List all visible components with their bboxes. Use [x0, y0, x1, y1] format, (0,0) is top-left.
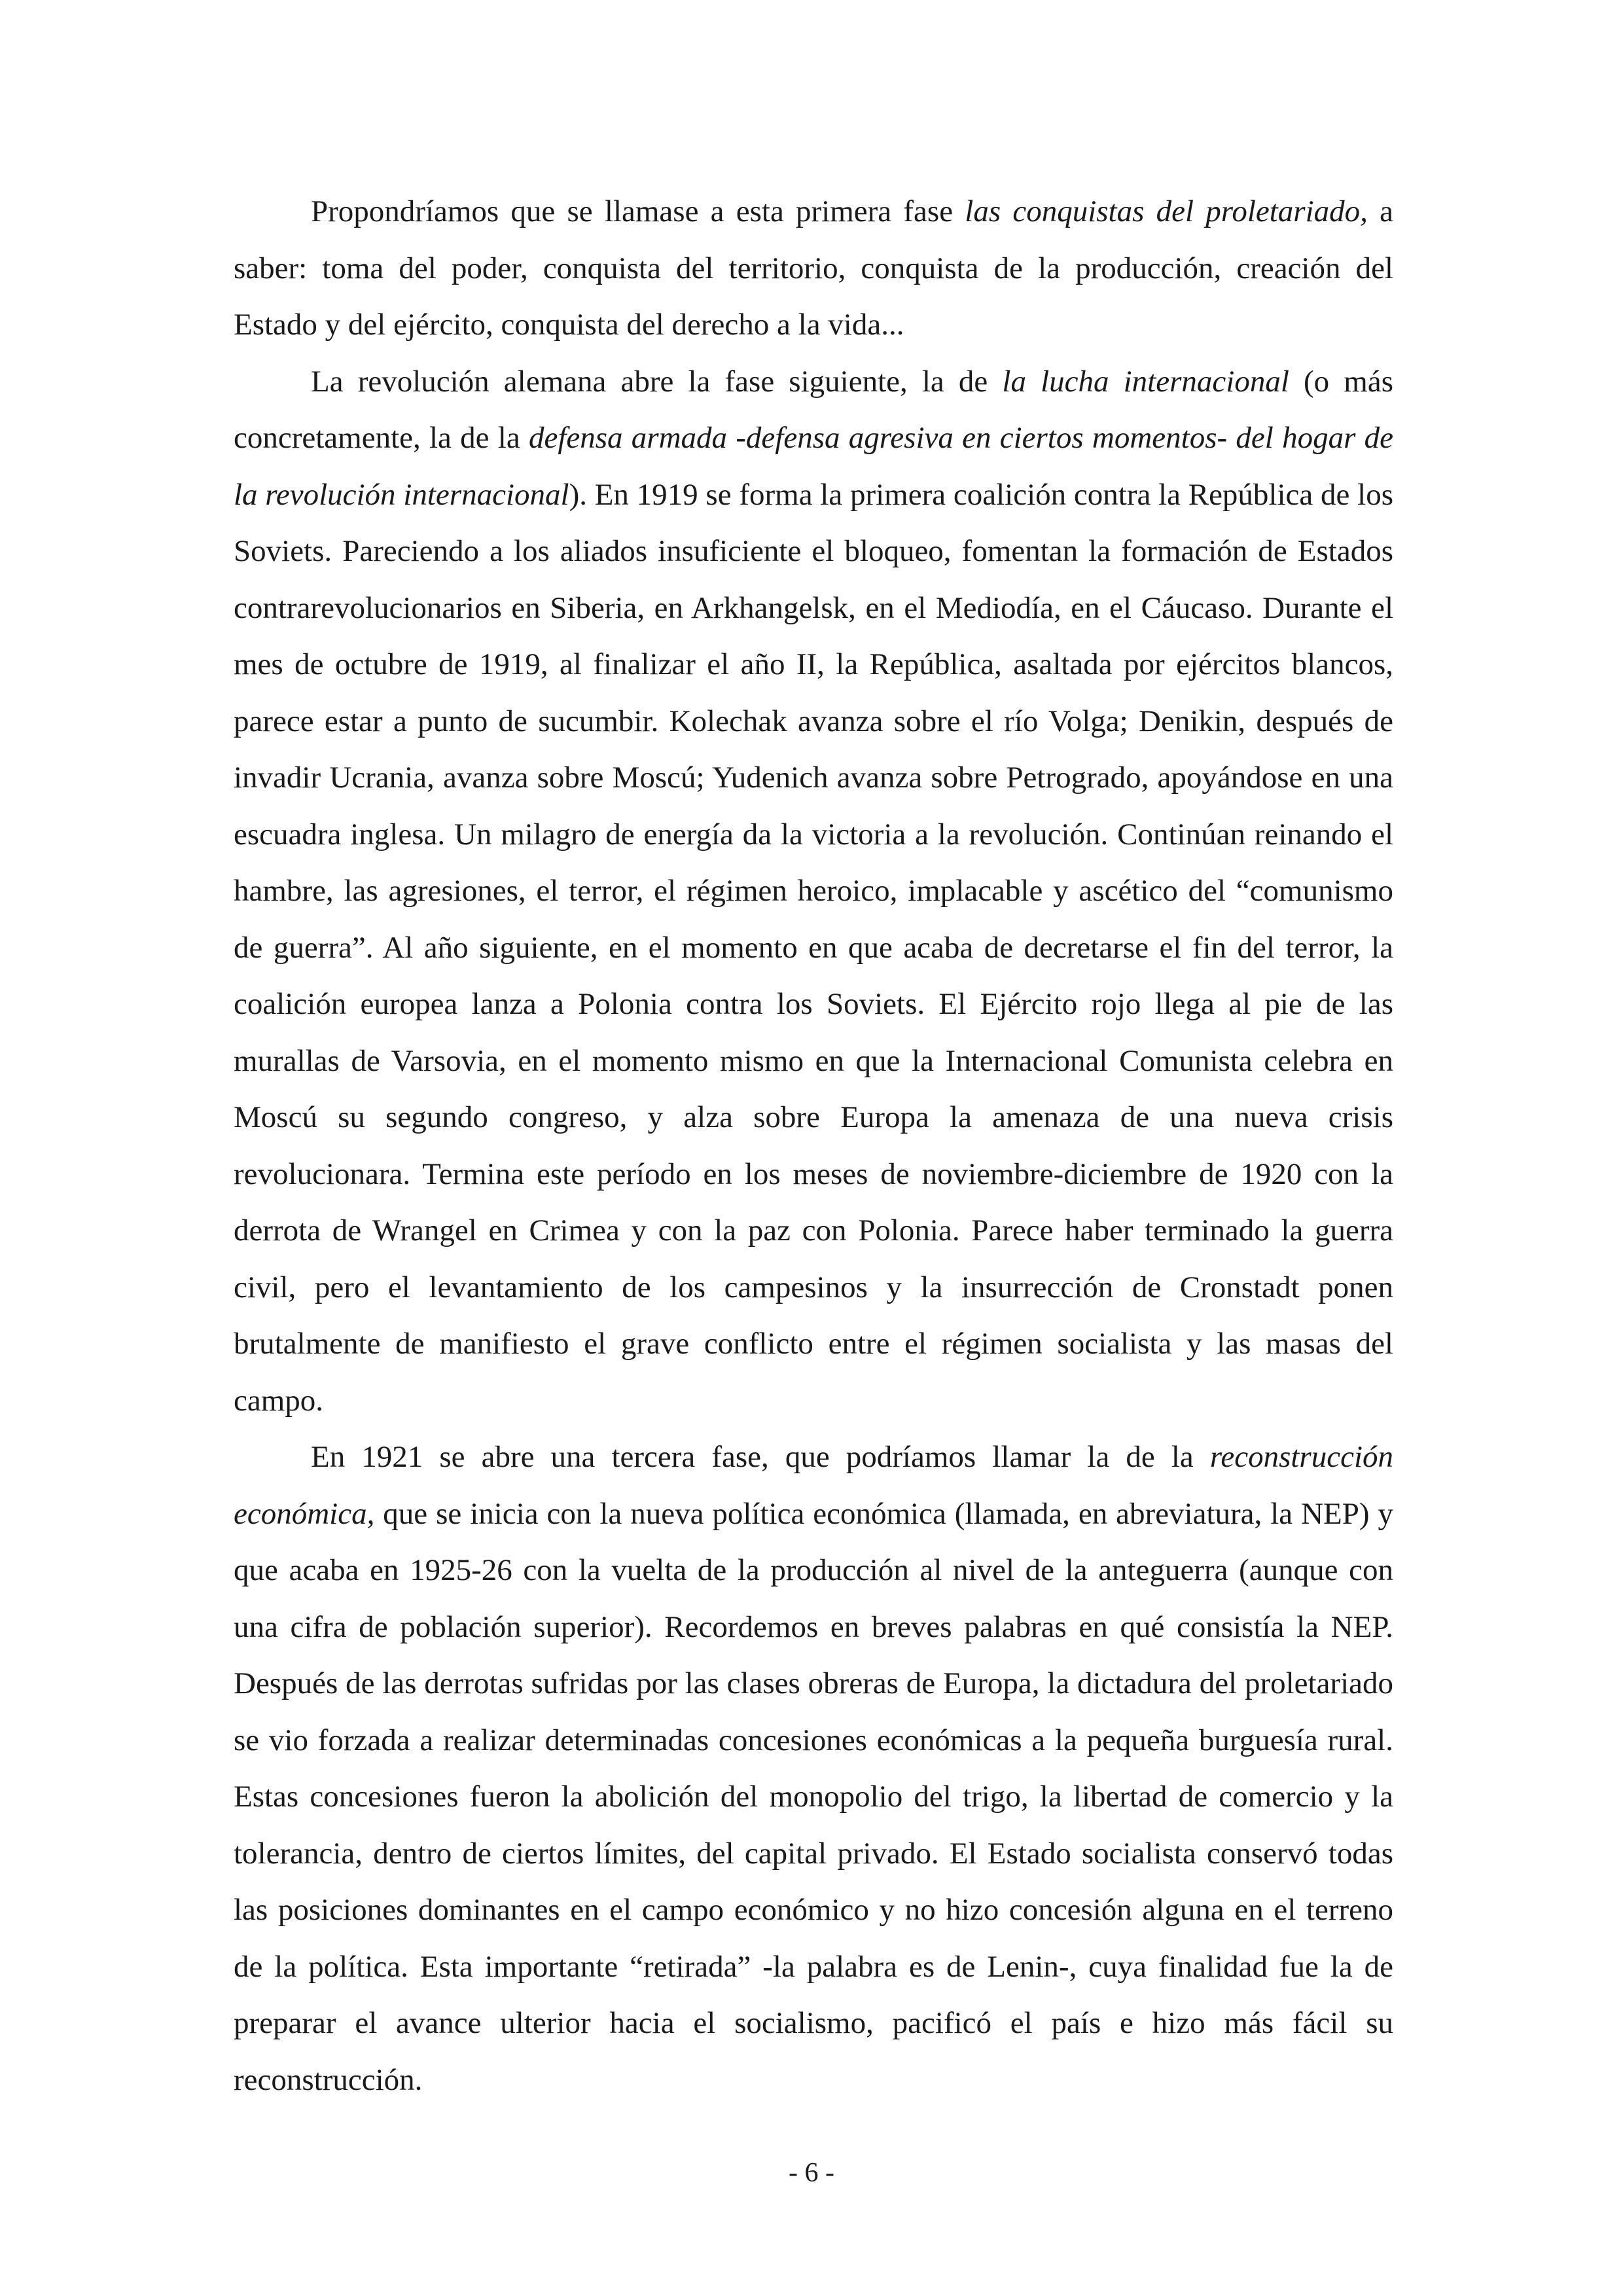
- paragraph-1: [234, 183, 1393, 353]
- paragraph-2-italic: la lucha internacional: [1002, 364, 1289, 399]
- paragraph-1-text: Propondríamos que se llamase a esta primera fase: [311, 194, 965, 228]
- paragraph-3: [234, 1429, 1393, 2108]
- paragraph-3-italic: reconstrucción económica,: [234, 1440, 1393, 1531]
- paragraph-2-text: La revolución alemana abre la fase siguiente, la de: [311, 364, 1003, 399]
- paragraph-2-text: ). En 1919 se forma la primera coalición contra la República de los Soviets. Pareciendo a los aliados insuficiente el bloqueo, fomentan la formación de Estados contrarevolucionarios en Siberia, en Arkhangelsk, en el Mediodía, en el Cáucaso. Durante el mes de octubre de 1919, al finalizar el año II, la República, asaltada por ejércitos blancos, parece estar a punto de sucumbir. Kolechak avanza sobre el río Volga; Denikin, después de invadir Ucrania, avanza sobre Moscú; Yudenich avanza sobre Petrogrado, apoyándose en una escuadra inglesa. Un milagro de energía da la victoria a la revolución. Continúan reinando el hambre, las agresiones, el terror, el régimen heroico, implacable y ascético del “comunismo de guerra”. Al año siguiente, en el momento en que acaba de decretarse el fin del terror, la coalición europea lanza a Polonia contra los Soviets. El Ejército rojo llega al pie de las murallas de Varsovia, en el momento mismo en que la Internacional Comunista celebra en Moscú su segundo congreso, y alza sobre Europa la amenaza de una nueva crisis revolucionara. Termina este período en los meses de noviembre-diciembre de 1920 con la derrota de Wrangel en Crimea y con la paz con Polonia. Parece haber terminado la guerra civil, pero el levantamiento de los campesinos y la insurrección de Cronstadt ponen brutalmente de manifiesto el grave conflicto entre el régimen socialista y las masas del campo.: [234, 477, 1393, 1418]
- paragraph-3-text: En 1921 se abre una tercera fase, que podríamos llamar la de la: [311, 1440, 1210, 1474]
- paragraph-2-italic: defensa armada -defensa agresiva en ciertos momentos- del hogar de la revolución internacional: [234, 421, 1393, 512]
- paragraph-1-text: a saber: toma del poder, conquista del territorio, conquista de la producción, creación del Estado y del ejército, conquista del derecho a la vida...: [234, 194, 1393, 342]
- paragraph-2: [234, 353, 1393, 1429]
- paragraph-3-text: que se inicia con la nueva política económica (llamada, en abreviatura, la NEP) y que acaba en 1925-26 con la vuelta de la producción al nivel de la anteguerra (aunque con una cifra de población superior). Recordemos en breves palabras en qué consistía la NEP. Después de las derrotas sufridas por las clases obreras de Europa, la dictadura del proletariado se vio forzada a realizar determinadas concesiones económicas a la pequeña burguesía rural. Estas concesiones fueron la abolición del monopolio del trigo, la libertad de comercio y la tolerancia, dentro de ciertos límites, del capital privado. El Estado socialista conservó todas las posiciones dominantes en el campo económico y no hizo concesión alguna en el terreno de la política. Esta importante “retirada” -la palabra es de Lenin-, cuya finalidad fue la de preparar el avance ulterior hacia el socialismo, pacificó el país e hizo más fácil su reconstrucción.: [234, 1496, 1393, 2097]
- paragraph-1-italic: las conquistas del proletariado,: [965, 194, 1368, 228]
- page-number: - 6 -: [789, 2158, 834, 2188]
- paragraph-2-text: (o más concretamente, la de la: [234, 364, 1393, 455]
- page-body: [234, 183, 1393, 2108]
